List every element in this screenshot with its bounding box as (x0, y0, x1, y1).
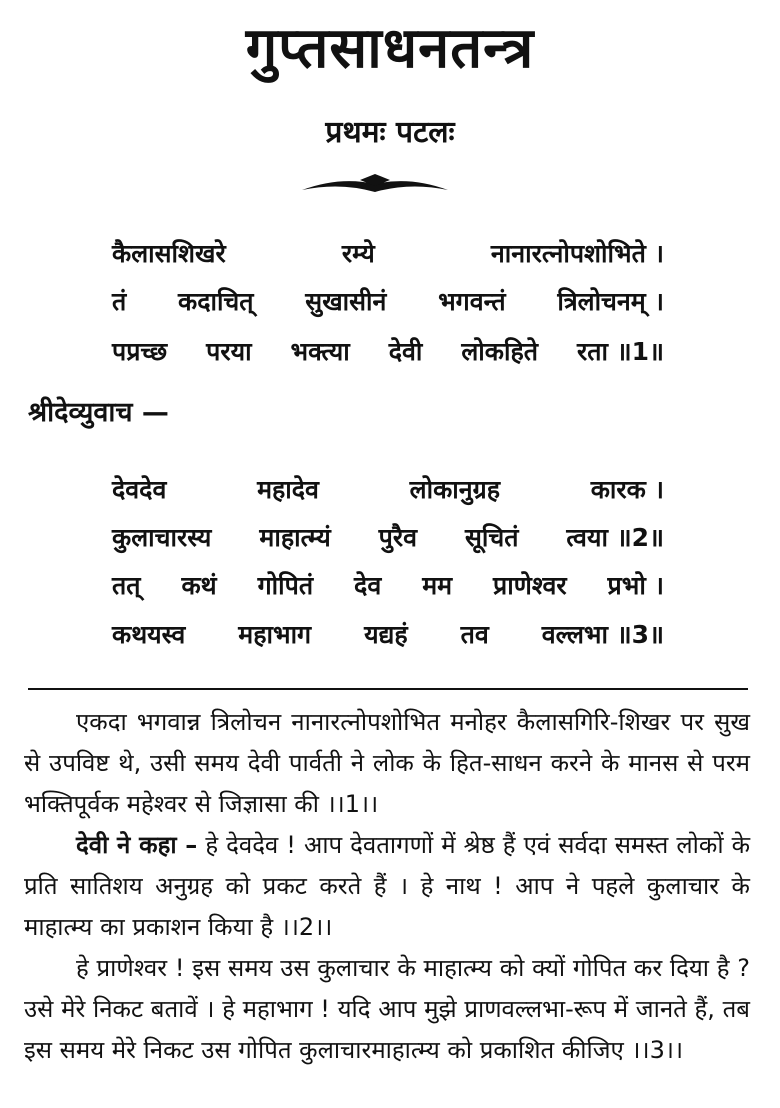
verse-word: कैलासशिखरे (112, 239, 226, 268)
verse-line (112, 520, 664, 554)
speaker-heading: श्रीदेव्युवाच — (28, 397, 169, 428)
commentary (24, 702, 750, 1071)
ornament-divider-icon (300, 172, 450, 198)
verse-word: भक्त्या (290, 337, 350, 366)
verse-word: लोकहिते (461, 337, 538, 366)
verse-line (112, 236, 664, 270)
verse-word: परया (206, 337, 252, 366)
verse-word: तं (112, 287, 127, 316)
verse-word: प्रभो । (607, 571, 664, 600)
verse-word: कारक । (590, 475, 664, 504)
verse-word: सूचितं (464, 523, 519, 552)
verse-word: माहात्म्यं (259, 523, 331, 552)
commentary-paragraph-1: एकदा भगवान्न त्रिलोचन नानारत्नोपशोभित मनोहर कैलासगिरि-शिखर पर सुख से उपविष्ट थे, उसी समय देवी पार्वती ने लोक के हित-साधन करने के मानस से परम भक्तिपूर्वक महेश्वर से जिज्ञासा की ।।1।। (24, 708, 750, 818)
verse-word: सुखासीनं (305, 287, 387, 316)
verse-word: रता ॥1॥ (576, 337, 664, 366)
verse-word: कथयस्व (112, 620, 186, 649)
commentary-paragraph-2 (24, 825, 750, 948)
verse-word: कथं (181, 571, 217, 600)
verse-word: कदाचित् (178, 287, 254, 316)
verse-word: लोकानुग्रह (409, 475, 501, 504)
verse-word: वल्लभा ॥3॥ (541, 620, 664, 649)
verse-word: यद्यहं (364, 620, 408, 649)
verse-word: पप्रच्छ (112, 337, 168, 366)
verse-word: त्रिलोचनम् । (557, 287, 664, 316)
verse-word: तत् (112, 571, 141, 600)
verse-word: देवी (388, 337, 423, 366)
verse-word: नानारत्नोपशोभिते । (490, 239, 664, 268)
verse-line (112, 472, 664, 506)
verse-word: कुलाचारस्य (112, 523, 212, 552)
commentary-paragraph-3: हे प्राणेश्वर ! इस समय उस कुलाचार के माहात्म्य को क्यों गोपित कर दिया है ? उसे मेरे निकट बतावें । हे महाभाग ! यदि आप मुझे प्राणवल्लभा-रूप में जानते हैं, तब इस समय मेरे निकट उस गोपित कुलाचारमाहात्म्य को प्रकाशित कीजिए ।।3।। (24, 954, 750, 1064)
chapter-title: प्रथमः पटलः (325, 115, 455, 150)
verse-word: महादेव (257, 475, 319, 504)
verse-line (112, 568, 664, 602)
verse-line (112, 617, 664, 651)
commentary-text: हे देवदेव ! आप देवतागणों में श्रेष्ठ हैं एवं सर्वदा समस्त लोकों के प्रति सातिशय अनुग्रह को प्रकट करते हैं । हे नाथ ! आप ने पहले कुलाचार के माहात्म्य का प्रकाशन किया है ।।2।। (24, 831, 750, 941)
verse-word: प्राणेश्वर (493, 571, 567, 600)
verse-word: गोपितं (257, 571, 314, 600)
verse-word: रम्ये (341, 239, 375, 268)
verse-word: भगवन्तं (438, 287, 506, 316)
page-title: गुप्तसाधनतन्त्र (245, 16, 535, 81)
verse-line (112, 334, 664, 368)
verse-line (112, 284, 664, 318)
verse-word: महाभाग (238, 620, 312, 649)
verse-word: तव (460, 620, 489, 649)
verse-word: त्वया ॥2॥ (566, 523, 664, 552)
speaker-label: देवी ने कहा – (76, 831, 198, 859)
divider-rule (28, 688, 748, 690)
verse-word: मम (422, 571, 453, 600)
verse-word: पुरैव (378, 523, 417, 552)
verse-word: देवदेव (112, 475, 167, 504)
verse-word: देव (354, 571, 382, 600)
